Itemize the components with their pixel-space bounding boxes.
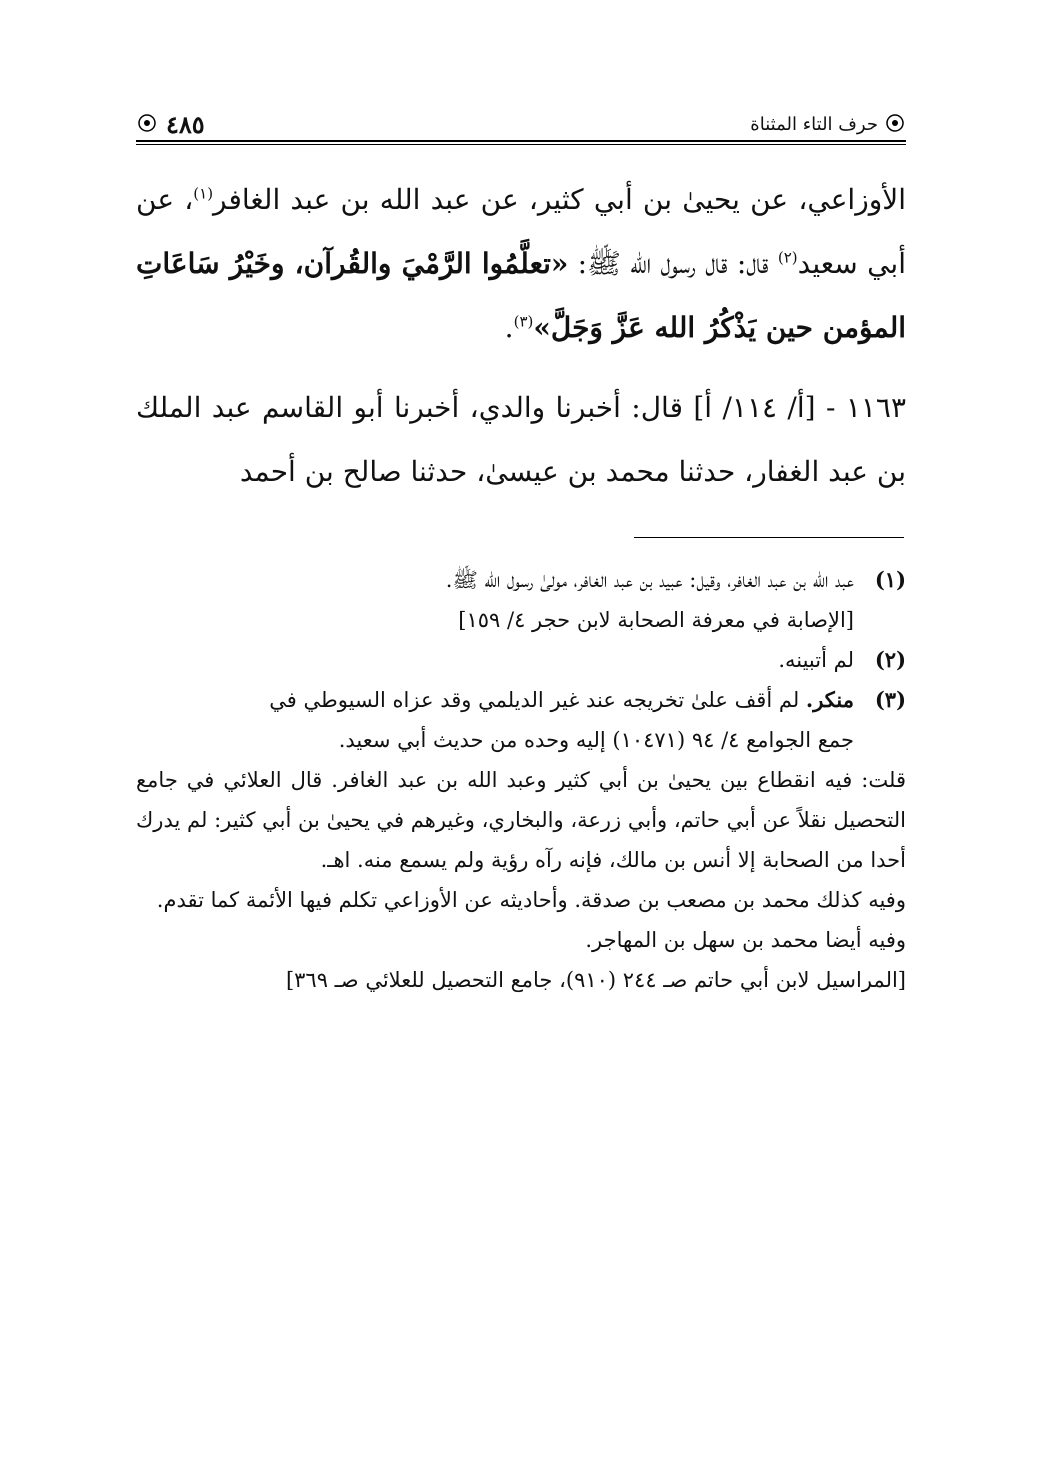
footnote-line: جمع الجوامع ٤/ ٩٤ (١٠٤٧١) إليه وحده من حديث أبي سعيد.: [338, 728, 854, 752]
footnote-2: [136, 640, 906, 680]
footnote-line: [الإصابة في معرفة الصحابة لابن حجر ٤/ ١٥٩]: [458, 608, 854, 632]
footnote-ref: (٣): [513, 312, 534, 331]
ornament-icon: [884, 112, 906, 134]
footnote-paragraph: [المراسيل لابن أبي حاتم صـ ٢٤٤ (٩١٠)، جامع التحصيل للعلائي صـ ٣٦٩]: [285, 968, 906, 992]
footnote-ref: (٢): [777, 248, 798, 267]
text-segment: قال: قال رسول الله ﷺ:: [568, 247, 778, 280]
footnote-number: (١): [874, 567, 906, 592]
text-segment: الأوزاعي، عن يحيىٰ بن أبي كثير، عن عبد الله بن عبد الغافر: [213, 183, 906, 216]
footnote-line: لم أتبينه.: [778, 648, 854, 672]
footnote-separator: [634, 537, 904, 538]
footnote-ref: (١): [193, 184, 214, 203]
text-segment: .: [504, 311, 514, 344]
footnote-number: (٢): [874, 647, 906, 672]
header-rule: [136, 140, 906, 142]
grading-label: منكر.: [805, 687, 854, 712]
footnote-line: عبد الله بن عبد الغافر، وقيل: عبيد بن عبد الغافر، مولىٰ رسول الله ﷺ.: [445, 568, 854, 592]
paragraph: ١١٦٣ - [أ/ ١١٤/ أ] قال: أخبرنا والدي، أخبرنا أبو القاسم عبد الملك بن عبد الغفار، حدثنا محمد بن عيسىٰ، حدثنا صالح بن أحمد: [136, 391, 906, 488]
page-header: [136, 110, 906, 150]
main-text: [136, 168, 906, 504]
footnote-paragraph: وفيه أيضا محمد بن سهل بن المهاجر.: [585, 928, 906, 952]
footnote-1: [136, 560, 906, 640]
paragraph: [136, 168, 906, 360]
chapter-title: حرف التاء المثناة: [750, 114, 878, 135]
ornament-icon: [136, 112, 158, 134]
hadith-quote: «تعلَّمُوا الرَّمْيَ والقُرآن، وخَيْرُ سَاعَاتِ المؤمن حين يَذْكُرُ الله عَزَّ وَجَلَّ»: [136, 247, 906, 344]
footnote-3: [136, 680, 906, 760]
footnote-number: (٣): [874, 687, 906, 712]
text-segment: ، عن أبي سعيد: [136, 183, 906, 280]
page-number: ٤٨٥: [166, 110, 205, 139]
footnote-paragraph: قلت: فيه انقطاع بين يحيىٰ بن أبي كثير وعبد الله بن عبد الغافر. قال العلائي في جامع التحصيل نقلاً عن أبي حاتم، وأبي زرعة، والبخاري، وغيرهم في يحيىٰ بن أبي كثير: لم يدرك أحدا من الصحابة إلا أنس بن مالك، فإنه رآه رؤية ولم يسمع منه. اهـ.: [136, 768, 906, 872]
footnote-paragraph: وفيه كذلك محمد بن مصعب بن صدقة. وأحاديثه عن الأوزاعي تكلم فيها الأئمة كما تقدم.: [156, 888, 906, 912]
header-rule-thin: [136, 144, 906, 145]
footnotes: [136, 560, 906, 1000]
footnote-line: لم أقف علىٰ تخريجه عند غير الديلمي وقد عزاه السيوطي في: [269, 688, 806, 712]
